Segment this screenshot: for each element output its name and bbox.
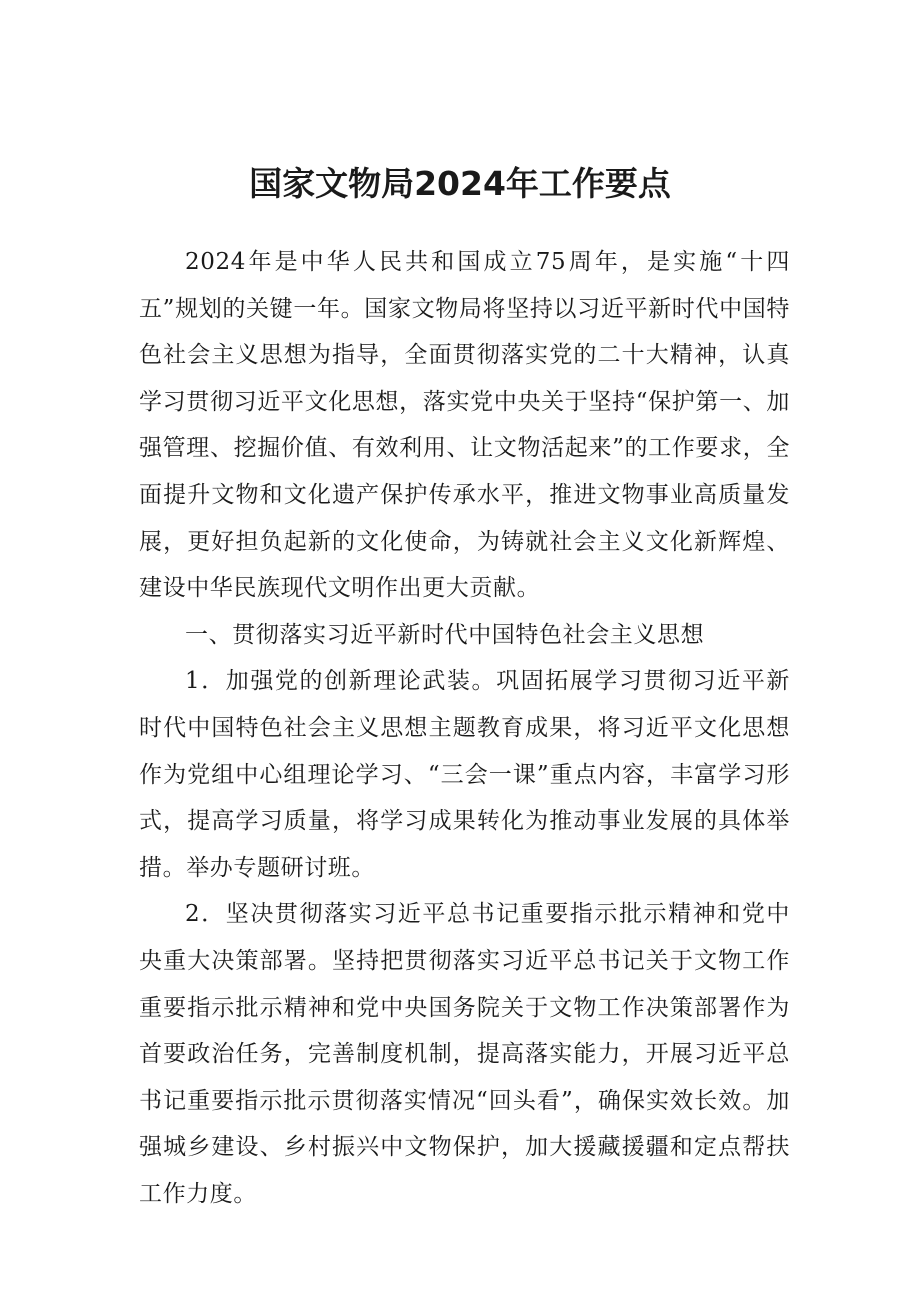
document-body <box>139 239 790 1217</box>
intro-paragraph: 2024年是中华人民共和国成立75周年，是实施“十四五”规划的关键一年。国家文物局将坚持以习近平新时代中国特色社会主义思想为指导，全面贯彻落实党的二十大精神，认真学习贯彻习近平文化思想，落实党中央关于坚持“保护第一、加强管理、挖掘价值、有效利用、让文物活起来”的工作要求，全面提升文物和文化遗产保护传承水平，推进文物事业高质量发展，更好担负起新的文化使命，为铸就社会主义文化新辉煌、建设中华民族现代文明作出更大贡献。 <box>139 249 790 602</box>
section-heading: 一、贯彻落实习近平新时代中国特色社会主义思想 <box>185 621 705 648</box>
item-paragraph-1: 1．加强党的创新理论武装。巩固拓展学习贯彻习近平新时代中国特色社会主义思想主题教育成果，将习近平文化思想作为党组中心组理论学习、“三会一课”重点内容，丰富学习形式，提高学习质量，将学习成果转化为推动事业发展的具体举措。举办专题研讨班。 <box>139 668 790 881</box>
document-title: 国家文物局2024年工作要点 <box>249 164 671 203</box>
item-paragraph-2: 2．坚决贯彻落实习近平总书记重要指示批示精神和党中央重大决策部署。坚持把贯彻落实习近平总书记关于文物工作重要指示批示精神和党中央国务院关于文物工作决策部署作为首要政治任务，完善制度机制，提高落实能力，开展习近平总书记重要指示批示贯彻落实情况“回头看”，确保实效长效。加强城乡建设、乡村振兴中文物保护，加大援藏援疆和定点帮扶工作力度。 <box>139 901 790 1207</box>
